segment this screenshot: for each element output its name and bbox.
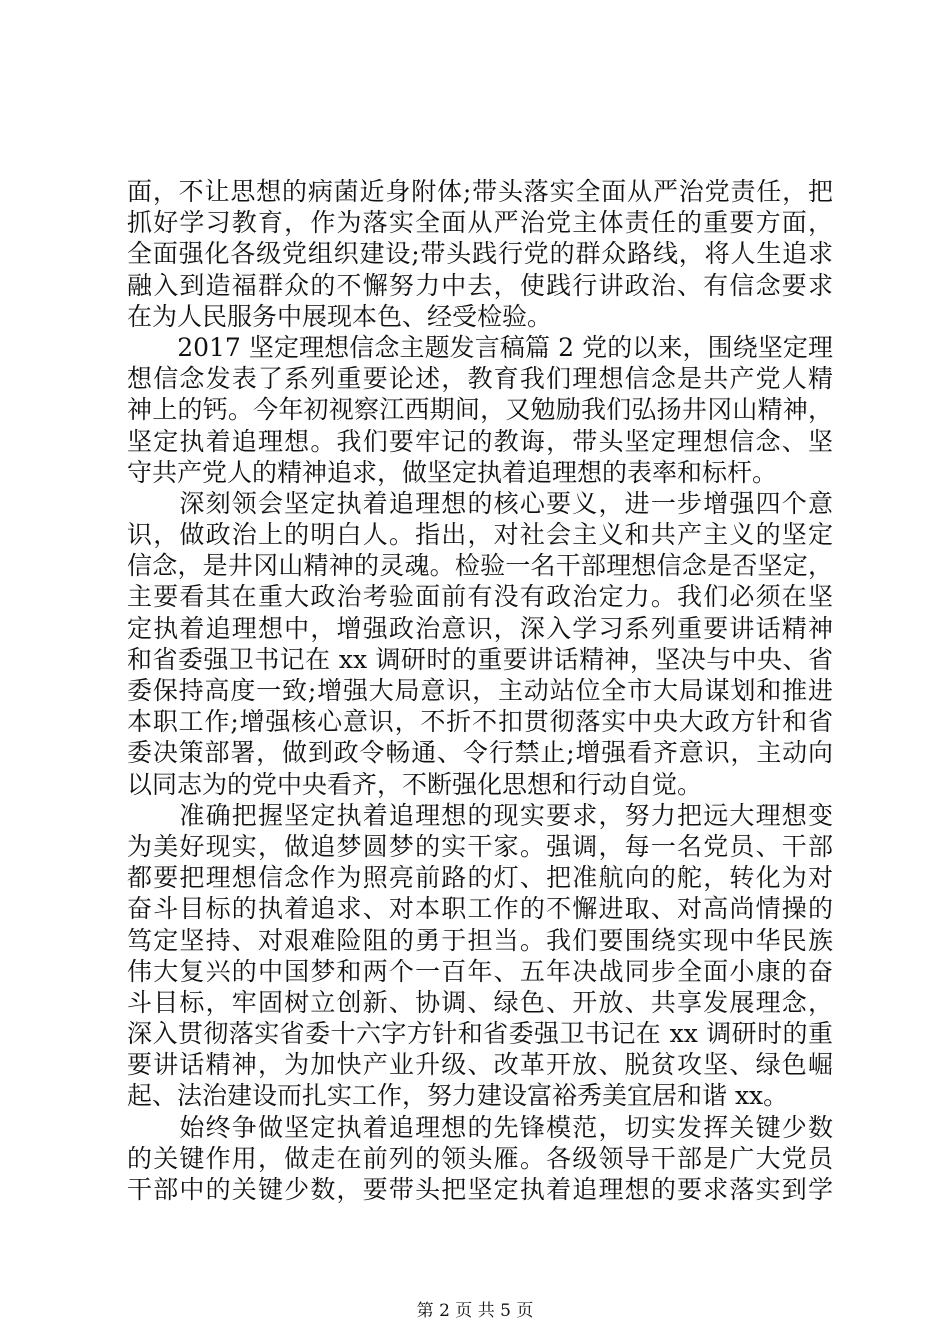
text-line: 的关键作用，做走在前列的领头雁。各级领导干部是广大党员 — [127, 1143, 833, 1173]
page-footer: 第 2 页 共 5 页 — [416, 1301, 534, 1321]
text-line: 以同志为的党中央看齐，不断强化思想和行动自觉。 — [127, 769, 703, 799]
text-line: 伟大复兴的中国梦和两个一百年、五年决战同步全面小康的奋 — [127, 956, 833, 986]
text-line: 识，做政治上的明白人。指出，对社会主义和共产主义的坚定 — [127, 520, 833, 550]
text-line: 定执着追理想中，增强政治意识，深入学习系列重要讲话精神 — [127, 613, 833, 643]
text-line: 抓好学习教育，作为落实全面从严治党主体责任的重要方面， — [127, 208, 833, 238]
text-line: 深刻领会坚定执着追理想的核心要义，进一步增强四个意 — [127, 488, 833, 518]
text-line: 笃定坚持、对艰难险阻的勇于担当。我们要围绕实现中华民族 — [127, 925, 833, 955]
text-line: 斗目标，牢固树立创新、协调、绿色、开放、共享发展理念， — [127, 987, 833, 1017]
text-line: 2017 坚定理想信念主题发言稿篇 2 党的以来，围绕坚定理 — [127, 332, 833, 362]
text-line: 和省委强卫书记在 xx 调研时的重要讲话精神，坚决与中央、省 — [127, 644, 833, 674]
text-line: 干部中的关键少数，要带头把坚定执着追理想的要求落实到学 — [127, 1175, 833, 1204]
text-line: 本职工作;增强核心意识，不折不扣贯彻落实中央大政方针和省 — [127, 707, 833, 737]
text-line: 主要看其在重大政治考验面前有没有政治定力。我们必须在坚 — [127, 582, 833, 612]
text-line: 神上的钙。今年初视察江西期间，又勉励我们弘扬井冈山精神， — [127, 395, 833, 425]
text-line: 为美好现实，做追梦圆梦的实干家。强调，每一名党员、干部 — [127, 831, 833, 861]
text-line: 奋斗目标的执着追求、对本职工作的不懈进取、对高尚情操的 — [127, 894, 833, 924]
text-line: 要讲话精神，为加快产业升级、改革开放、脱贫攻坚、绿色崛 — [127, 1050, 833, 1080]
text-line: 深入贯彻落实省委十六字方针和省委强卫书记在 xx 调研时的重 — [127, 1019, 833, 1049]
text-line: 委保持高度一致;增强大局意识，主动站位全市大局谋划和推进 — [127, 676, 833, 705]
text-line: 面，不让思想的病菌近身附体;带头落实全面从严治党责任，把 — [127, 177, 833, 206]
text-line: 融入到造福群众的不懈努力中去，使践行讲政治、有信念要求 — [127, 270, 833, 300]
text-line: 守共产党人的精神追求，做坚定执着追理想的表率和标杆。 — [127, 457, 778, 487]
text-line: 想信念发表了系列重要论述，教育我们理想信念是共产党人精 — [127, 364, 833, 394]
text-line: 起、法治建设而扎实工作，努力建设富裕秀美宜居和谐 xx。 — [127, 1081, 789, 1111]
text-line: 全面强化各级党组织建设;带头践行党的群众路线，将人生追求 — [127, 239, 833, 269]
text-line: 都要把理想信念作为照亮前路的灯、把准航向的舵，转化为对 — [127, 863, 833, 893]
text-line: 坚定执着追理想。我们要牢记的教诲，带头坚定理想信念、坚 — [127, 426, 833, 456]
text-line: 信念，是井冈山精神的灵魂。检验一名干部理想信念是否坚定， — [127, 551, 833, 581]
text-line: 始终争做坚定执着追理想的先锋模范，切实发挥关键少数 — [127, 1112, 833, 1142]
text-line: 委决策部署，做到政令畅通、令行禁止;增强看齐意识，主动向 — [127, 738, 833, 768]
text-line: 在为人民服务中展现本色、经受检验。 — [127, 301, 553, 331]
document-body — [127, 176, 833, 1205]
text-line: 准确把握坚定执着追理想的现实要求，努力把远大理想变 — [127, 800, 833, 830]
